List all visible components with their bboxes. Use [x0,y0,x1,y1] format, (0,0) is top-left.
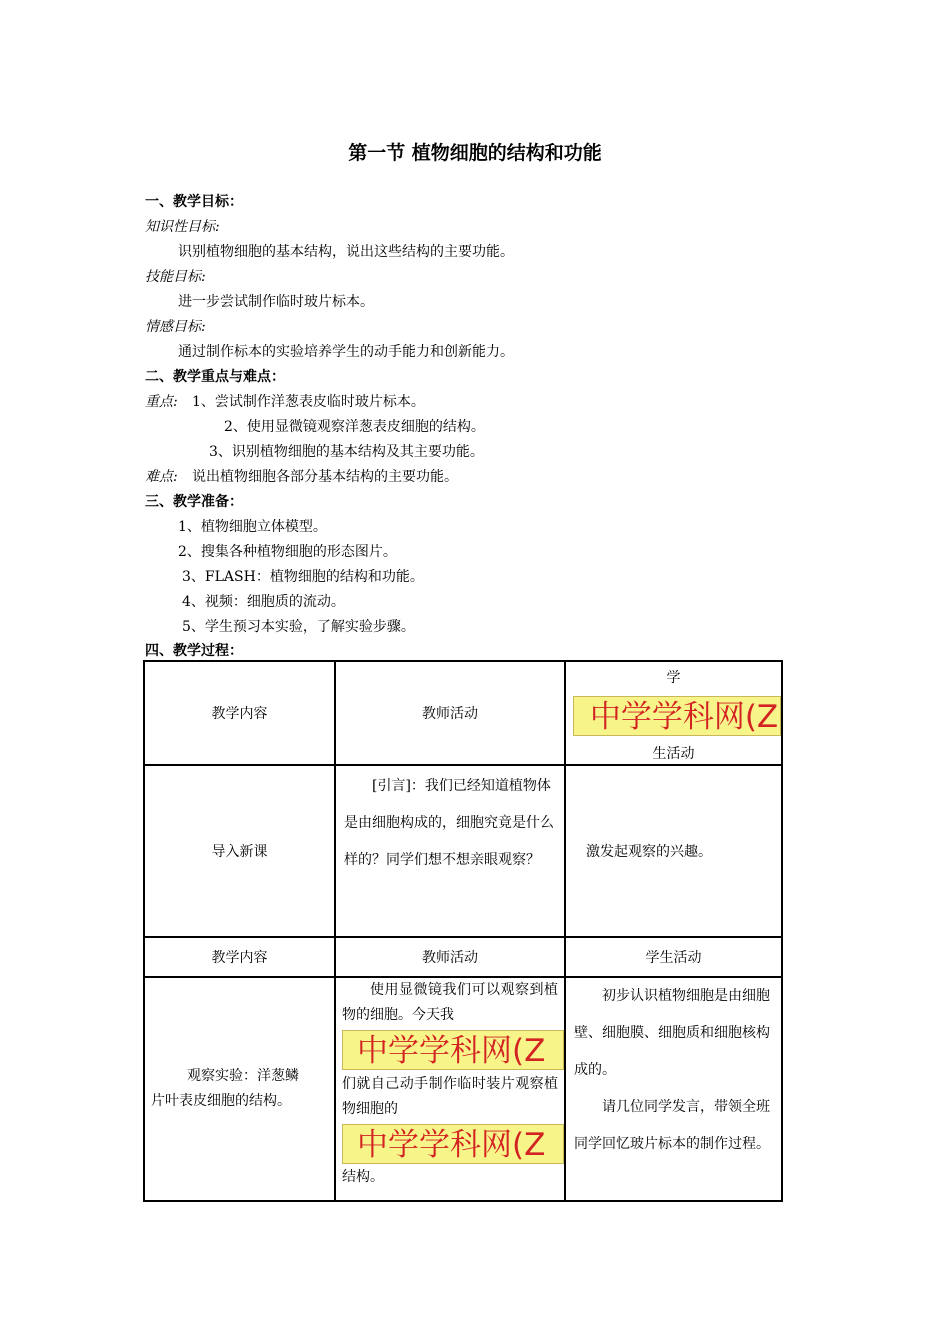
section-4-heading: 四、教学过程： [145,643,243,659]
row1-teacher-cell [335,765,565,937]
header-student [565,661,782,765]
watermark-text: 中学学科网(Z [573,696,781,736]
watermark-text: 中学学科网(Z [342,1030,564,1070]
table-row [144,977,782,1201]
key-point-2: 2、使用显微镜观察洋葱表皮细胞的结构。 [224,419,485,435]
row2-teacher-cell [335,977,565,1201]
key-point-3: 3、识别植物细胞的基本结构及其主要功能。 [209,444,484,460]
prep-item: 1、植物细胞立体模型。 [178,519,327,535]
row2-teacher-c: 结构。 [342,1169,384,1185]
key-points-label: 重点: [145,394,178,410]
row2-student-a: 初步认识植物细胞是由细胞壁、细胞膜、细胞质和细胞核构成的。 [574,988,770,1078]
page-title: 第一节 植物细胞的结构和功能 [348,142,602,164]
header-student-top: 学 [666,670,681,686]
row2-teacher-b: 们就自己动手制作临时装片观察植物细胞的 [342,1076,558,1117]
watermark-banner [573,696,781,736]
row2-teacher-a: 使用显微镜我们可以观察到植物的细胞。今天我 [342,982,558,1023]
skill-goal-label: 技能目标: [145,269,206,285]
header2-student: 学生活动 [565,937,782,977]
row2-content-a: 观察实验：洋葱鳞 [187,1068,299,1084]
difficulty-label: 难点: [145,469,178,485]
header-content: 教学内容 [144,661,335,765]
prep-item: 5、学生预习本实验，了解实验步骤。 [182,619,415,635]
row2-student-b: 请几位同学发言，带领全班同学回忆玻片标本的制作过程。 [574,1099,770,1152]
section-1-heading: 一、教学目标： [145,194,243,210]
section-2-heading: 二、教学重点与难点： [145,369,285,385]
prep-item: 4、视频：细胞质的流动。 [182,594,345,610]
row2-content-b: 片叶表皮细胞的结构。 [151,1093,291,1109]
watermark-banner [342,1030,564,1070]
header-student-bottom: 生活动 [652,746,695,762]
prep-item: 2、搜集各种植物细胞的形态图片。 [178,544,397,560]
header2-teacher: 教师活动 [335,937,565,977]
difficulty-text: 说出植物细胞各部分基本结构的主要功能。 [192,469,458,485]
watermark-banner [342,1124,564,1164]
row1-teacher: [引言]：我们已经知道植物体是由细胞构成的，细胞究竟是什么样的？同学们想不想亲眼观察？ [344,778,554,868]
knowledge-goal-text: 识别植物细胞的基本结构，说出这些结构的主要功能。 [178,244,514,260]
section-3-heading: 三、教学准备： [145,494,243,510]
knowledge-goal-label: 知识性目标: [145,219,220,235]
row2-content-cell [144,977,335,1201]
key-point-1: 1、尝试制作洋葱表皮临时玻片标本。 [192,394,425,410]
prep-item: 3、FLASH：植物细胞的结构和功能。 [182,569,424,585]
table-header-row [144,661,782,765]
table-row [144,765,782,937]
skill-goal-text: 进一步尝试制作临时玻片标本。 [178,294,374,310]
header2-content: 教学内容 [144,937,335,977]
row1-student: 激发起观察的兴趣。 [565,765,782,937]
row1-content: 导入新课 [144,765,335,937]
emotion-goal-label: 情感目标: [145,319,206,335]
row2-student-cell [565,977,782,1201]
header-teacher: 教师活动 [335,661,565,765]
teaching-process-table [143,660,783,1202]
emotion-goal-text: 通过制作标本的实验培养学生的动手能力和创新能力。 [178,344,514,360]
table-header-row-2 [144,937,782,977]
watermark-text: 中学学科网(Z [342,1124,564,1164]
